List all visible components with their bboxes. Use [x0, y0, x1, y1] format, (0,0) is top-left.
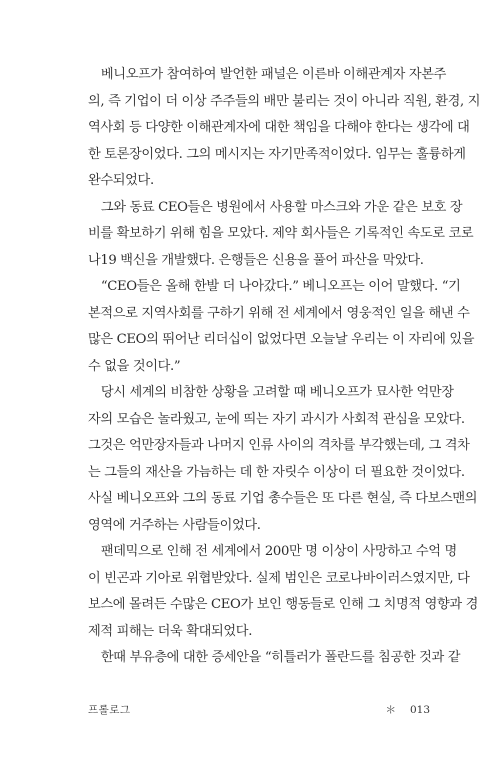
- text-line: 베니오프가 참여하여 발언한 패널은 이른바 이해관계자 자본주: [88, 67, 447, 82]
- text-line: 이 빈곤과 기아로 위협받았다. 실제 범인은 코로나바이러스였지만, 다: [88, 570, 470, 586]
- page-number-group: [385, 702, 430, 717]
- paragraph: [88, 62, 481, 195]
- text-line: 많은 CEO의 뛰어난 리더십이 없었다면 오늘날 우리는 이 자리에 있을: [88, 332, 475, 347]
- paragraph: [88, 380, 478, 539]
- text-line: 보스에 몰려든 수많은 CEO가 보인 행동들로 인해 그 치명적 영향과 경: [88, 597, 479, 612]
- text-line: 역사회 등 다양한 이해관계자에 대한 책임을 다해야 한다는 생각에 대: [88, 120, 470, 135]
- text-line: 당시 세계의 비참한 상황을 고려할 때 베니오프가 묘사한 억만장: [88, 385, 454, 400]
- text-line: 수 없을 것이다.”: [88, 358, 181, 374]
- text-line: 영역에 거주하는 사람들이었다.: [88, 517, 261, 533]
- text-line: 제적 피해는 더욱 확대되었다.: [88, 623, 253, 639]
- text-line: 한때 부유층에 대한 증세안을 “히틀러가 폴란드를 침공한 것과 같: [88, 650, 461, 665]
- text-line: 비를 확보하기 위해 힘을 모았다. 제약 회사들은 기록적인 속도로 코로: [88, 226, 474, 241]
- paragraph: [88, 645, 461, 672]
- text-line: 는 그들의 재산을 가늠하는 데 한 자릿수 이상이 더 필요한 것이었다.: [88, 464, 465, 480]
- text-line: 팬데믹으로 인해 전 세계에서 200만 명 이상이 사망하고 수억 명: [88, 544, 457, 559]
- paragraph: [88, 539, 479, 645]
- text-line: 나19 백신을 개발했다. 은행들은 신용을 풀어 파산을 막았다.: [88, 252, 424, 268]
- text-line: 한 토론장이었다. 그의 메시지는 자기만족적이었다. 임무는 훌륭하게: [88, 146, 466, 162]
- page-number: 013: [409, 704, 430, 716]
- text-line: 의, 즉 기업이 더 이상 주주들의 배만 불리는 것이 아니라 직원, 환경, 지: [88, 93, 481, 109]
- text-line: 완수되었다.: [88, 173, 154, 188]
- paragraph: [88, 274, 475, 380]
- text-line: 그와 동료 CEO들은 병원에서 사용할 마스크와 가운 같은 보호 장: [88, 199, 463, 215]
- paragraph: [88, 195, 474, 275]
- text-line: 그것은 억만장자들과 나머지 인류 사이의 격차를 부각했는데, 그 격차: [88, 438, 470, 453]
- text-line: “CEO들은 올해 한발 더 나아갔다.” 베니오프는 이어 말했다. “기: [88, 279, 461, 294]
- asterisk-icon: ＊: [385, 704, 396, 716]
- text-line: 사실 베니오프와 그의 동료 기업 총수들은 또 다른 현실, 즉 다보스맨의: [88, 491, 478, 506]
- text-line: 자의 모습은 놀라웠고, 눈에 띄는 자기 과시가 사회적 관심을 모았다.: [88, 411, 465, 427]
- text-line: 본적으로 지역사회를 구하기 위해 전 세계에서 영웅적인 일을 해낸 수: [88, 305, 470, 321]
- page-body: [88, 62, 481, 672]
- page-footer: [88, 702, 430, 718]
- section-title: 프롤로그: [88, 704, 131, 716]
